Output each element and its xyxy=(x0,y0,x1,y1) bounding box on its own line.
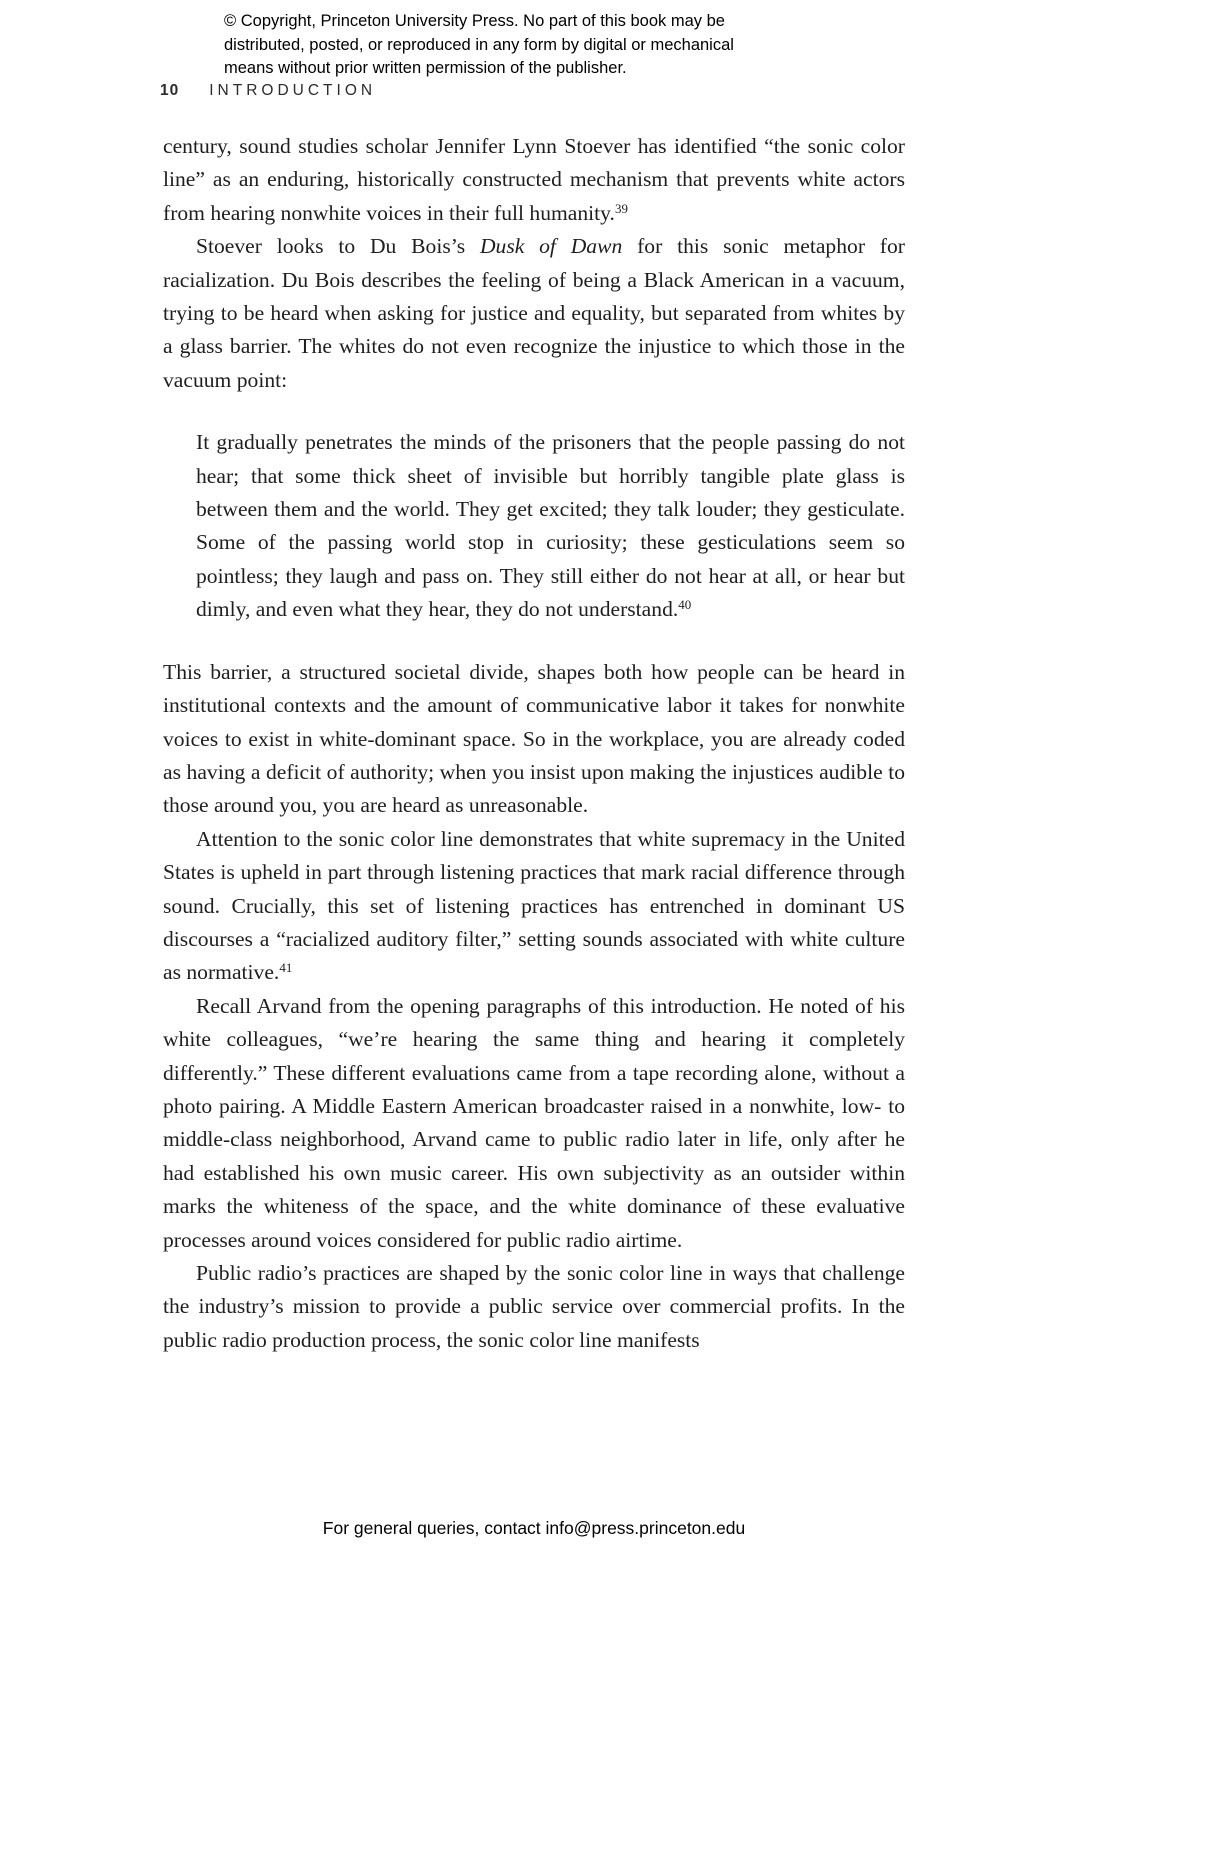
paragraph-6 xyxy=(163,1257,905,1357)
page-footer xyxy=(163,1518,905,1539)
paragraph-4-text: Attention to the sonic color line demonstrates that white supremacy in the United States is upheld in part through listening practices that mark racial difference through sound. Crucially, this set of listening practices has entrenched in dominant US discourses a “racialized auditory filter,” setting sounds associated with white culture as normative. xyxy=(163,826,905,985)
copyright-line-3: means without prior written permission of the publisher. xyxy=(224,59,627,77)
copyright-line-2: distributed, posted, or reproduced in any form by digital or mechanical xyxy=(224,35,734,54)
paragraph-6-text: Public radio’s practices are shaped by the sonic color line in ways that challenge the industry’s mission to provide a public service over commercial profits. In the public radio production process, the sonic color line manifests xyxy=(163,1261,905,1352)
footnote-ref-39: 39 xyxy=(614,200,628,216)
footnote-ref-41: 41 xyxy=(279,960,293,976)
copyright-notice xyxy=(224,10,734,81)
paragraph-3 xyxy=(163,656,905,823)
paragraph-5 xyxy=(163,990,905,1257)
paragraph-1-text: century, sound studies scholar Jennifer Lynn Stoever has identified “the sonic color line” as an enduring, historically constructed mechanism that prevents white actors from hearing nonwhite voices in their full humanity. xyxy=(163,134,905,225)
paragraph-3-text: This barrier, a structured societal divide, shapes both how people can be heard in institutional contexts and the amount of communicative labor it takes for nonwhite voices to exist in white-dominant space. So in the workplace, you are already coded as having a deficit of authority; when you insist upon making the injustices audible to those around you, you are heard as unreasonable. xyxy=(163,659,905,818)
book-title-italic: Dusk of Dawn xyxy=(479,234,623,259)
running-head xyxy=(160,82,376,100)
paragraph-2 xyxy=(163,230,905,397)
copyright-line-1: © Copyright, Princeton University Press. No part of this book may be xyxy=(224,12,725,30)
body-text xyxy=(163,130,905,1357)
page-number: 10 xyxy=(160,82,180,99)
paragraph-5-text: Recall Arvand from the opening paragraphs of this introduction. He noted of his white colleagues, “we’re hearing the same thing and hearing it completely differently.” These different evaluations came from a tape recording alone, without a photo pairing. A Middle Eastern American broadcaster raised in a nonwhite, low- to middle-class neighborhood, Arvand came to public radio later in life, only after he had established his own music career. His own subjectivity as an outsider within marks the whiteness of the space, and the white dominance of these evaluative processes around voices considered for public radio airtime. xyxy=(163,993,905,1252)
footnote-ref-40: 40 xyxy=(678,597,692,613)
footer-contact-text: For general queries, contact info@press.princeton.edu xyxy=(322,1518,746,1538)
paragraph-2-text-b: for this sonic metaphor for racialization. Du Bois describes the feeling of being a Black American in a vacuum, trying to be heard when asking for justice and equality, but separated from whites by a glass barrier. The whites do not even recognize the injustice to which those in the vacuum point: xyxy=(163,234,905,392)
block-quote-text: It gradually penetrates the minds of the prisoners that the people passing do not hear; that some thick sheet of invisible but horribly tangible plate glass is between them and the world. They get excited; they talk louder; they gesticulate. Some of the passing world stop in curiosity; these gesticulations seem so pointless; they laugh and pass on. They still either do not hear at all, or hear but dimly, and even what they hear, they do not understand. xyxy=(196,430,905,622)
paragraph-2-text-a: Stoever looks to Du Bois’s xyxy=(196,234,480,259)
section-title: INTRODUCTION xyxy=(209,82,377,99)
paragraph-1 xyxy=(163,130,905,230)
paragraph-4 xyxy=(163,823,905,990)
block-quote xyxy=(196,426,905,626)
